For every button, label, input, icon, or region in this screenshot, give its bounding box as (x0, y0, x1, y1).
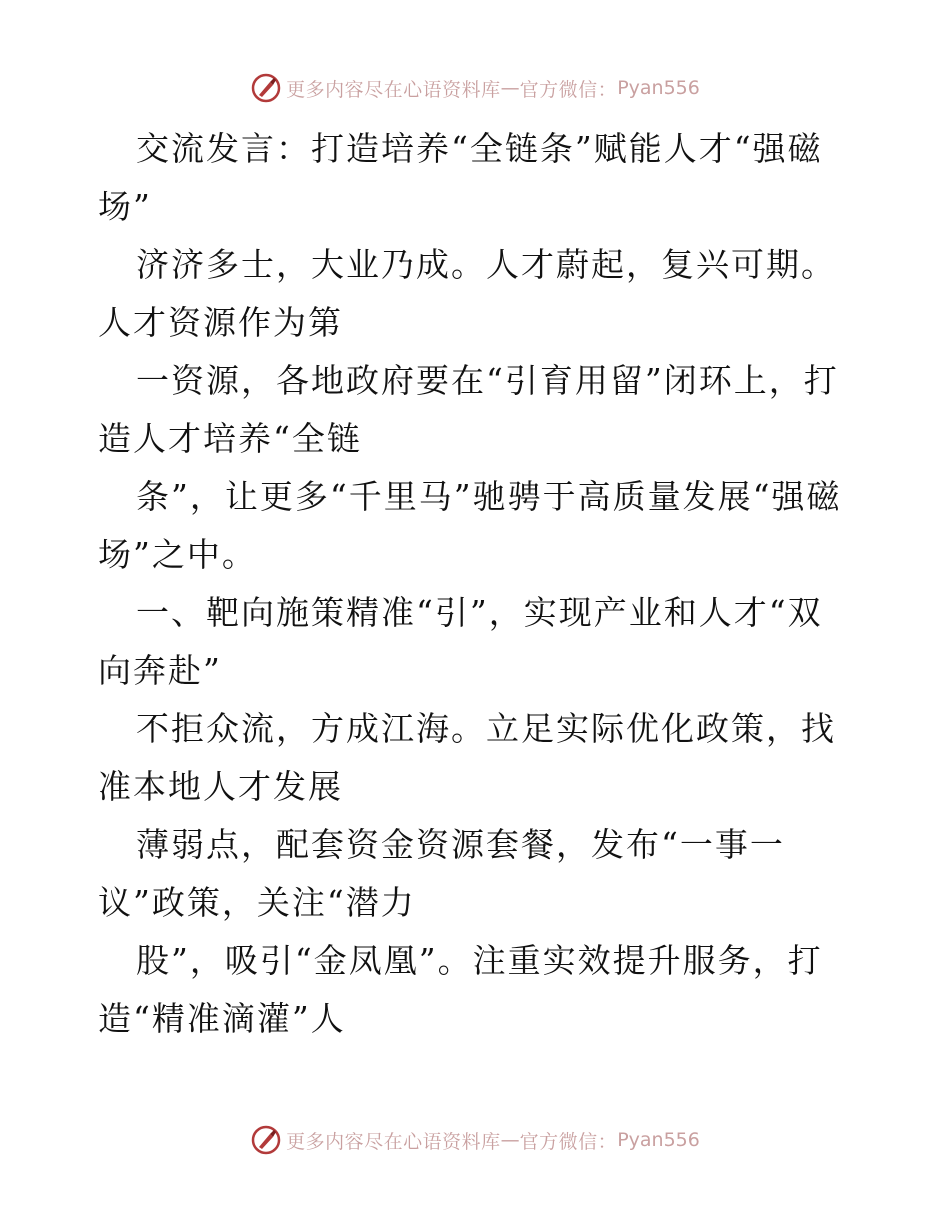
watermark-wechat-label: 官方微信： (519, 1130, 618, 1153)
watermark-text: 更多内容尽在心语资料库 (286, 78, 501, 101)
document-body (98, 120, 852, 1048)
paragraph: 条”，让更多“千里马”驰骋于高质量发展“强磁场”之中。 (98, 477, 842, 574)
paragraph: 济济多士，大业乃成。人才蔚起，复兴可期。人才资源作为第 (98, 245, 836, 342)
watermark-dash: — (500, 1129, 520, 1151)
section-heading: 一、靶向施策精准“引”，实现产业和人才“双向奔赴” (98, 593, 823, 690)
watermark-wechat-id: Pyan556 (617, 1129, 700, 1151)
watermark-wechat-id: Pyan556 (617, 77, 700, 99)
header-watermark (0, 72, 950, 104)
pen-logo-icon (250, 72, 282, 104)
watermark-dash: — (500, 77, 520, 99)
footer-watermark (0, 1124, 950, 1156)
paragraph: 股”，吸引“金凤凰”。注重实效提升服务，打造“精准滴灌”人 (98, 941, 823, 1038)
pen-logo-icon (250, 1124, 282, 1156)
doc-title: 交流发言：打造培养“全链条”赋能人才“强磁场” (98, 129, 823, 226)
watermark-text: 更多内容尽在心语资料库 (286, 1130, 501, 1153)
paragraph: 薄弱点，配套资金资源套餐，发布“一事一议”政策，关注“潜力 (98, 825, 785, 922)
watermark-wechat-label: 官方微信： (519, 78, 618, 101)
paragraph: 不拒众流，方成江海。立足实际优化政策，找准本地人才发展 (98, 709, 836, 806)
paragraph: 一资源，各地政府要在“引育用留”闭环上，打造人才培养“全链 (98, 361, 839, 458)
